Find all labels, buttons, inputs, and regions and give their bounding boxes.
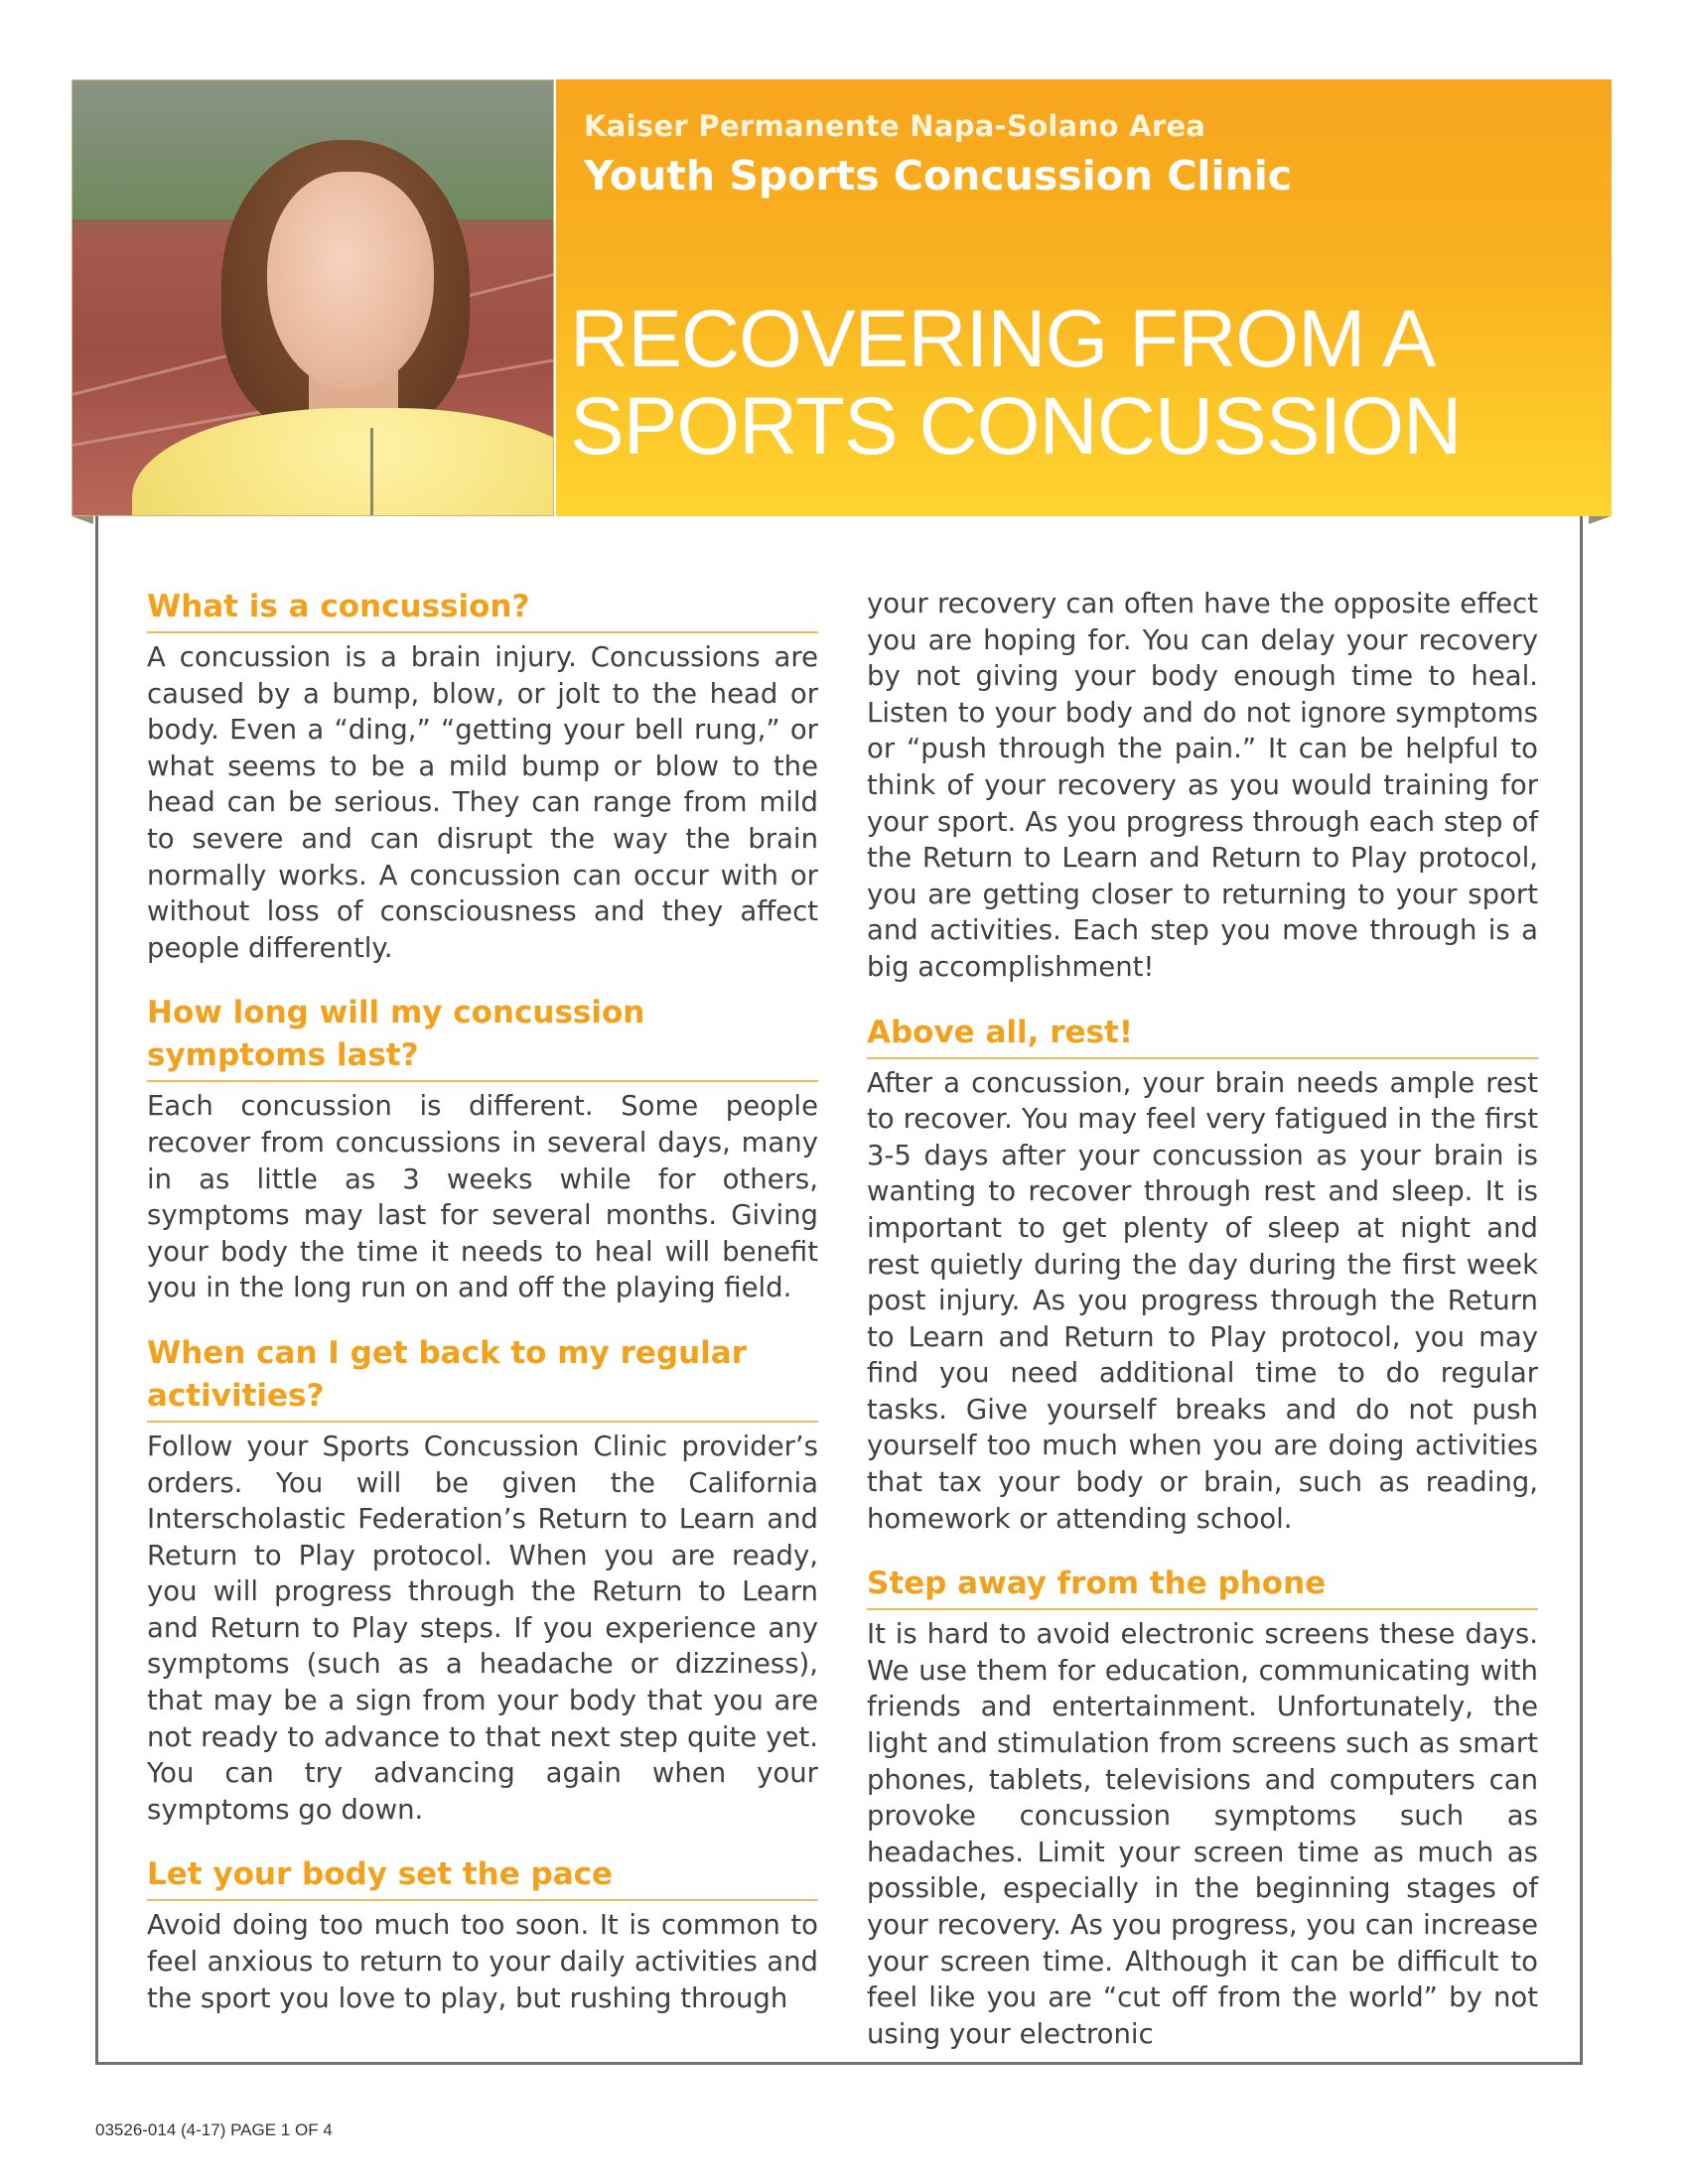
section-phone <box>867 1563 1538 2052</box>
header-photo-athlete <box>71 79 554 516</box>
section-rest <box>867 1012 1538 1538</box>
banner-fold-left <box>71 516 93 524</box>
clinic-name: Youth Sports Concussion Clinic <box>584 152 1293 200</box>
section-heading: What is a concussion? <box>147 586 818 633</box>
header-banner <box>556 79 1612 516</box>
section-what-is-concussion <box>147 586 818 966</box>
section-heading: Above all, rest! <box>867 1012 1538 1059</box>
section-body: A concussion is a brain injury. Concussions are caused by a bump, blow, or jolt to the head or body. Even a “ding,” “getting your bell rung,” or what seems to be a mild bump or blow to the head can be serious. They can range from mild to severe and can disrupt the way the brain normally works. A concussion can occur with or without loss of consciousness and they affect people differently. <box>147 641 818 964</box>
section-heading: Step away from the phone <box>867 1563 1538 1610</box>
page-title <box>570 296 1461 471</box>
section-body: It is hard to avoid electronic screens these days. We use them for education, communicating with friends and entertainment. Unfortunately, the light and stimulation from screens such as smart phones, tablets, televisions and computers can provoke concussion symptoms such as headaches. Limit your screen time as much as possible, especially in the beginning stages of your recovery. As you progress, you can increase your screen time. Although it can be difficult to feel like you are “cut off from the world” by not using your electronic <box>867 1618 1538 2050</box>
section-body: Avoid doing too much too soon. It is common to feel anxious to return to your daily activities and the sport you love to play, but rushing through <box>147 1909 818 2014</box>
section-body: Follow your Sports Concussion Clinic provider’s orders. You will be given the California Interscholastic Federation’s Return to Learn and Return to Play protocol. When you are ready, you will progress through the Return to Learn and Return to Play steps. If you experience any symptoms (such as a headache or dizziness), that may be a sign from your body that you are not ready to advance to that next step quite yet. You can try advancing again when your symptoms go down. <box>147 1430 818 1826</box>
org-name: Kaiser Permanente Napa-Solano Area <box>584 109 1206 143</box>
right-column <box>867 586 1538 2078</box>
title-line-1: RECOVERING FROM A <box>570 294 1436 384</box>
section-heading: When can I get back to my regular activities? <box>147 1332 818 1423</box>
section-symptom-duration <box>147 992 818 1306</box>
page-footer-code: 03526-014 (4-17) PAGE 1 OF 4 <box>95 2120 333 2139</box>
section-body: Each concussion is different. Some people recover from concussions in several days, many in as little as 3 weeks while for others, symptoms may last for several months. Giving your body the time it needs to heal will benefit you in the long run on and off the playing field. <box>147 1090 818 1304</box>
section-continuation <box>867 586 1538 986</box>
section-body: After a concussion, your brain needs ample rest to recover. You may feel very fatigued in the first 3-5 days after your concussion as your brain is wanting to recover through rest and sleep. It is important to get plenty of sleep at night and rest quietly during the day during the first week post injury. As you progress through the Return to Learn and Return to Play protocol, you may find you need additional time to do regular tasks. Give yourself breaks and do not push yourself too much when you are doing activities that tax your body or brain, such as reading, homework or attending school. <box>867 1066 1538 1535</box>
banner-fold-right <box>1589 516 1611 524</box>
section-regular-activities <box>147 1332 818 1829</box>
section-body: your recovery can often have the opposite effect you are hoping for. You can delay your recovery by not giving your body enough time to heal. Listen to your body and do not ignore symptoms or “push through the pain.” It can be helpful to think of your recovery as you would training for your sport. As you progress through each step of the Return to Learn and Return to Play protocol, you are getting closer to returning to your sport and activities. Each step you move through is a big accomplishment! <box>867 588 1538 983</box>
left-column <box>147 586 818 2042</box>
section-heading: How long will my concussion symptoms last? <box>147 992 818 1082</box>
section-set-the-pace <box>147 1853 818 2016</box>
section-heading: Let your body set the pace <box>147 1853 818 1901</box>
title-line-2: SPORTS CONCUSSION <box>570 381 1462 472</box>
